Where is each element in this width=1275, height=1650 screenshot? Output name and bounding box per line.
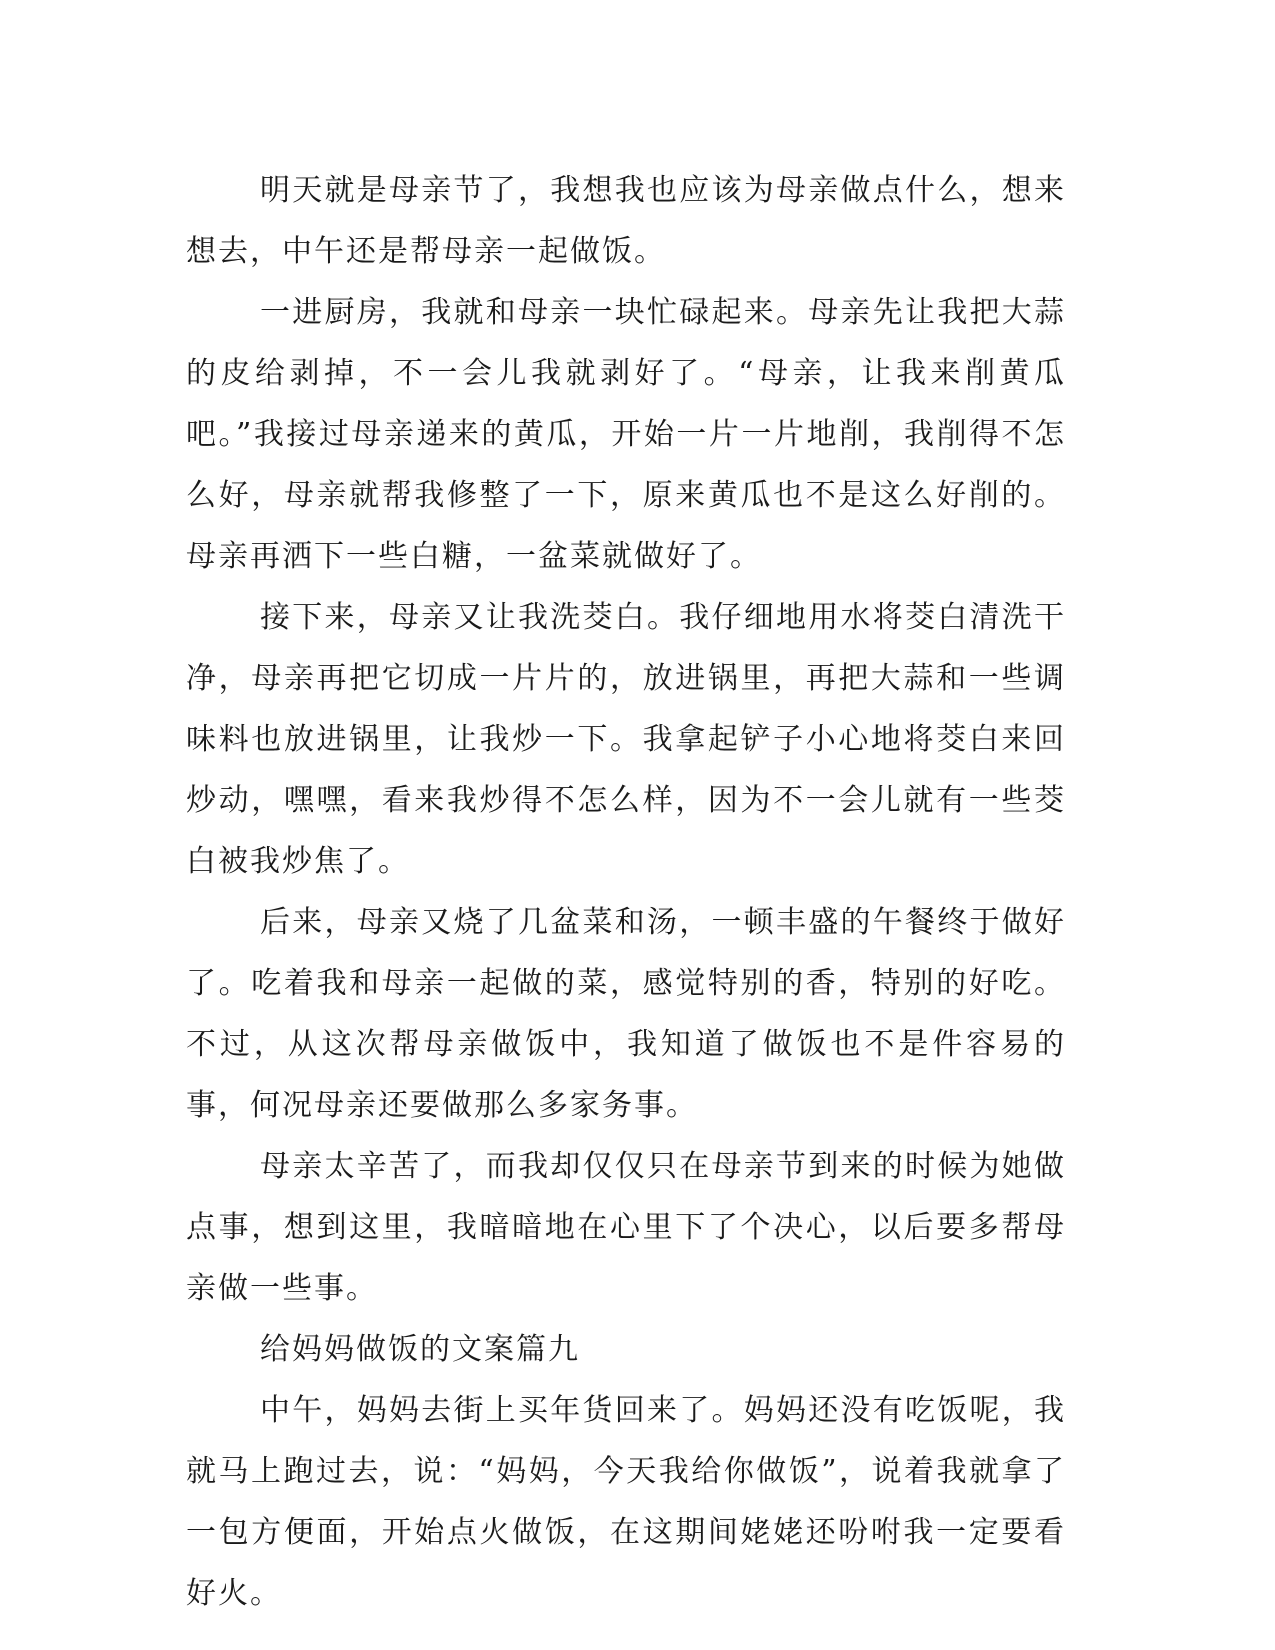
paragraph-wash-jiaobai: 接下来，母亲又让我洗茭白。我仔细地用水将茭白清洗干净，母亲再把它切成一片片的，放进锅里，再把大蒜和一些调味料也放进锅里，让我炒一下。我拿起铲子小心地将茭白来回炒动，嘿嘿，看来我炒得不怎么样，因为不一会儿就有一些茭白被我炒焦了。 xyxy=(186,600,1066,879)
section-title: 给妈妈做饭的文案篇九 xyxy=(260,1332,580,1367)
paragraph-noon-noodles: 中午，妈妈去街上买年货回来了。妈妈还没有吃饭呢，我就马上跑过去，说：“妈妈，今天我给你做饭”，说着我就拿了一包方便面，开始点火做饭，在这期间姥姥还吩咐我一定要看好火。 xyxy=(186,1393,1066,1611)
paragraph-mothers-day-intro: 明天就是母亲节了，我想我也应该为母亲做点什么，想来想去，中午还是帮母亲一起做饭。 xyxy=(186,173,1066,269)
document-body xyxy=(186,160,1066,1624)
paragraph-kitchen-cucumber: 一进厨房，我就和母亲一块忙碌起来。母亲先让我把大蒜的皮给剥掉，不一会儿我就剥好了。“母亲，让我来削黄瓜吧。”我接过母亲递来的黄瓜，开始一片一片地削，我削得不怎么好，母亲就帮我修整了一下，原来黄瓜也不是这么好削的。母亲再洒下一些白糖，一盆菜就做好了。 xyxy=(186,295,1066,574)
paragraph-lunch-ready: 后来，母亲又烧了几盆菜和汤，一顿丰盛的午餐终于做好了。吃着我和母亲一起做的菜，感觉特别的香，特别的好吃。不过，从这次帮母亲做饭中，我知道了做饭也不是件容易的事，何况母亲还要做那么多家务事。 xyxy=(186,905,1066,1123)
paragraph-resolution: 母亲太辛苦了，而我却仅仅只在母亲节到来的时候为她做点事，想到这里，我暗暗地在心里下了个决心，以后要多帮母亲做一些事。 xyxy=(186,1149,1066,1306)
